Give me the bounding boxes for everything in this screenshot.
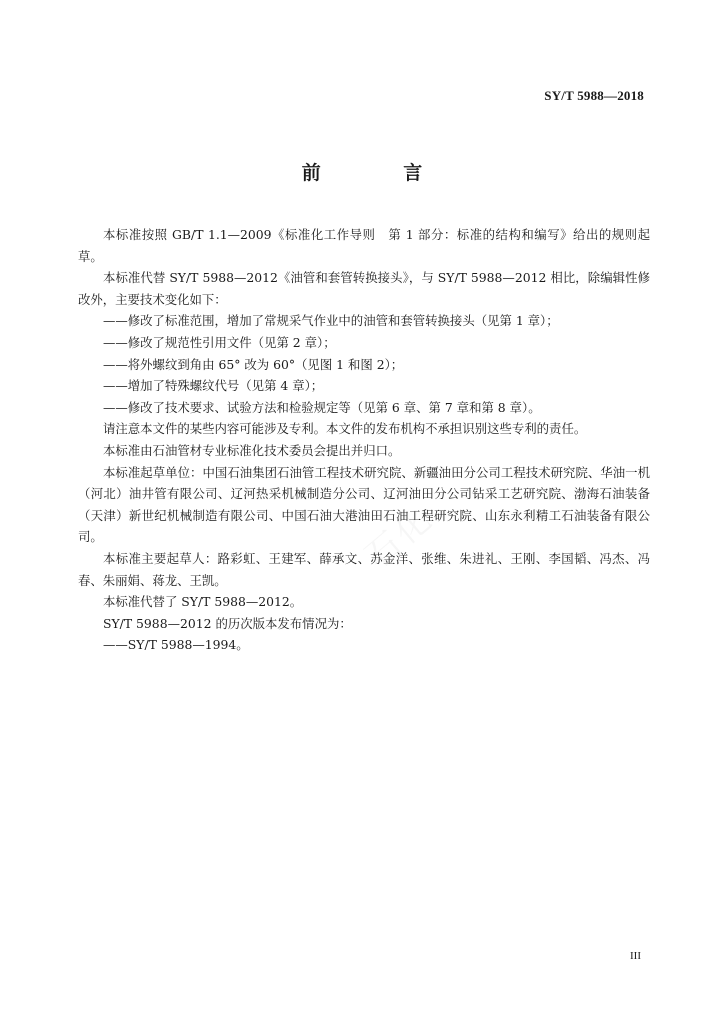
- change-item-thread-code: ——增加了特殊螺纹代号（见第 4 章）；: [103, 378, 324, 394]
- change-item-references: ——修改了规范性引用文件（见第 2 章）；: [103, 334, 336, 350]
- change-item-scope: ——修改了标准范围，增加了常规采气作业中的油管和套管转换接头（见第 1 章）；: [103, 313, 559, 329]
- page-title: 前 言: [301, 162, 461, 184]
- paragraph-proposer: 本标准由石油管材专业标准化技术委员会提出并归口。: [103, 442, 401, 458]
- watermark: 石化: [357, 497, 442, 577]
- paragraph-supersedes: 本标准代替了 SY/T 5988—2012。: [103, 594, 303, 610]
- foreword-body: [78, 224, 650, 656]
- paragraph-drafting-rules: 本标准按照 GB/T 1.1—2009《标准化工作导则 第 1 部分：标准的结构和编写》给出的规则起草。: [78, 227, 650, 264]
- history-item: ——SY/T 5988—1994。: [103, 637, 249, 653]
- paragraph-history-intro: SY/T 5988—2012 的历次版本发布情况为：: [103, 615, 352, 631]
- change-item-requirements: ——修改了技术要求、试验方法和检验规定等（见第 6 章、第 7 章和第 8 章）。: [103, 399, 541, 415]
- change-item-thread-angle: ——将外螺纹到角由 65° 改为 60°（见图 1 和图 2）；: [103, 356, 404, 372]
- page-number: III: [630, 950, 641, 962]
- standard-code: SY/T 5988—2018: [544, 88, 644, 103]
- paragraph-patent-notice: 请注意本文件的某些内容可能涉及专利。本文件的发布机构不承担识别这些专利的责任。: [103, 421, 587, 437]
- paragraph-replacement: 本标准代替 SY/T 5988—2012《油管和套管转换接头》，与 SY/T 5988—2012 相比，除编辑性修改外，主要技术变化如下：: [78, 270, 650, 307]
- paragraph-drafters: 本标准主要起草人：路彩虹、王建军、薛承文、苏金洋、张维、朱进礼、王刚、李国韬、冯杰、冯春、朱丽娟、蒋龙、王凯。: [78, 550, 650, 588]
- paragraph-drafting-units: 本标准起草单位：中国石油集团石油管工程技术研究院、新疆油田分公司工程技术研究院、华油一机（河北）油井管有限公司、辽河热采机械制造分公司、辽河油田分公司钻采工艺研究院、渤海石油装备（天津）新世纪机械制造有限公司、中国石油大港油田石油工程研究院、山东永利精工石油装备有限公司。: [78, 464, 650, 545]
